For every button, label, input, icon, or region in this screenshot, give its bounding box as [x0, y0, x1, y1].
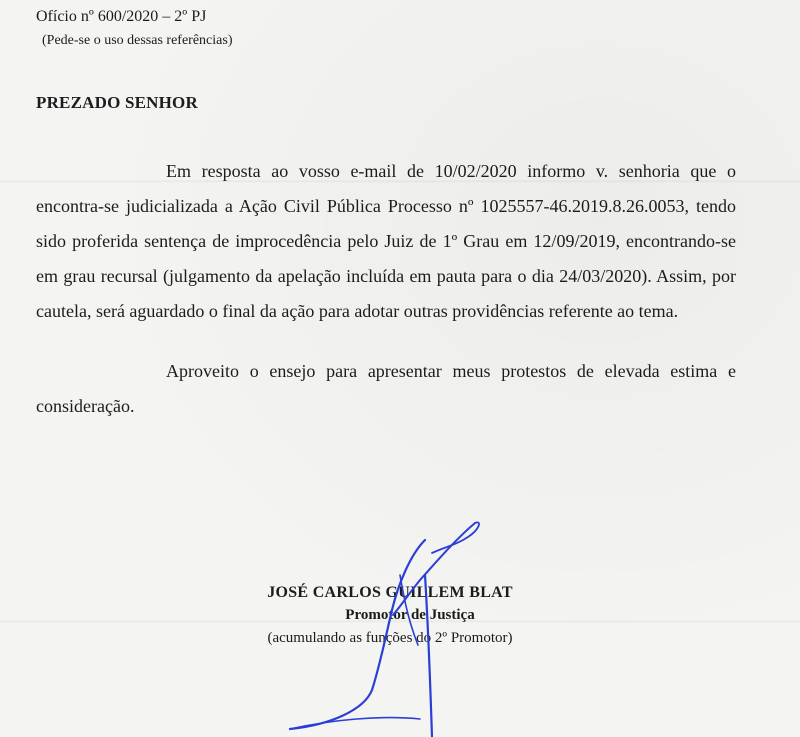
handwritten-signature-icon — [260, 515, 520, 737]
signatory-note: (acumulando as funções do 2º Promotor) — [267, 630, 513, 646]
letter-body — [36, 154, 736, 424]
reference-note: (Pede-se o uso dessas referências) — [42, 33, 233, 48]
signatory-name: JOSÉ CARLOS GUILLEM BLAT — [267, 584, 513, 601]
signatory-title: Promotor de Justiça — [345, 607, 475, 623]
paragraph-closing: Aproveito o ensejo para apresentar meus protestos de elevada estima e consideração. — [36, 361, 736, 416]
reference-line: Ofício nº 600/2020 – 2º PJ — [36, 8, 207, 25]
paragraph-response: Em resposta ao vosso e-mail de 10/02/2020 informo v. senhoria que o encontra-se judicializada a Ação Civil Pública Processo nº 1025557-46.2019.8.26.0053, tendo sido proferida sentença de improcedência pelo Juiz de 1º Grau em 12/09/2019, encontrando-se em grau recursal (julgamento da apelação incluída em pauta para o dia 24/03/2020). Assim, por cautela, será aguardado o final da ação para adotar outras providências referente ao tema. — [36, 161, 736, 321]
salutation: PREZADO SENHOR — [36, 93, 198, 112]
